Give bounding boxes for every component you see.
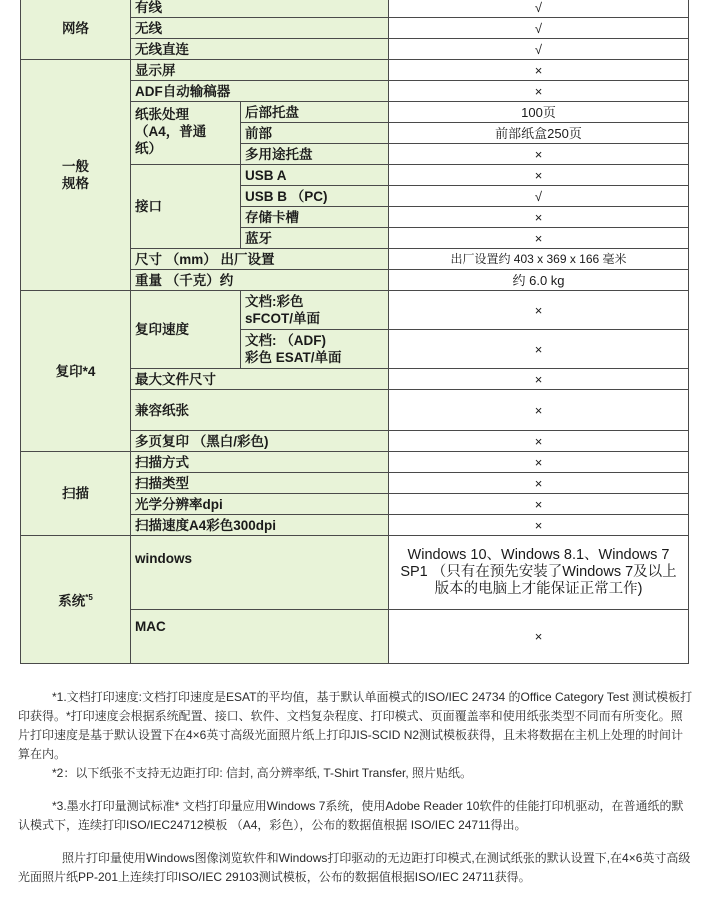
footnote-4: 照片打印量使用Windows图像浏览软件和Windows打印驱动的无边距打印模式,在测试纸张的默认设置下,在4×6英寸高级光面照片纸PP-201上连续打印ISO/IEC 29103测试模板，公布的数据值根据ISO/IEC 24711获得。 (18, 851, 691, 884)
row-label: MAC (131, 610, 389, 664)
row-label: 前部 (241, 123, 389, 144)
row-label: 无线 (131, 18, 389, 39)
paper-label-line2: （A4，普通 (135, 124, 207, 139)
row-value: √ (389, 186, 689, 207)
row-value: × (389, 452, 689, 473)
footnote-3: *3.墨水打印量测试标准* 文档打印量应用Windows 7系统，使用Adobe Reader 10软件的佳能打印机驱动，在普通纸的默认模式下，连续打印ISO/IEC24712模板 （A4，彩色），公布的数据值根据 ISO/IEC 24711得出。 (18, 799, 684, 832)
row-value: √ (389, 18, 689, 39)
row-value: × (389, 330, 689, 369)
spec-table (20, 0, 689, 664)
row-value (389, 536, 689, 610)
system-category-label: 系统 (58, 593, 86, 609)
row-value: 出厂设置约 403 x 369 x 166 毫米 (389, 249, 689, 270)
row-value: × (389, 390, 689, 431)
row-label: 最大文件尺寸 (131, 369, 389, 390)
table-row (21, 291, 689, 330)
copy-speed-mode-line1: 文档: （ADF) (245, 333, 326, 348)
table-row (21, 60, 689, 81)
paper-label-line3: 纸） (135, 141, 162, 156)
footnote-2: *2：以下纸张不支持无边距打印: 信封, 高分辨率纸, T-Shirt Transfer, 照片贴纸。 (52, 766, 473, 780)
row-value: 约 6.0 kg (389, 270, 689, 291)
system-category (21, 536, 131, 664)
copy-speed-mode-line2: sFCOT/单面 (245, 311, 321, 326)
row-label: 后部托盘 (241, 102, 389, 123)
row-value: × (389, 81, 689, 102)
paper-label-line1: 纸张处理 (135, 107, 189, 122)
paper-handling-label (131, 102, 241, 165)
copy-category: 复印*4 (21, 291, 131, 452)
row-label: 蓝牙 (241, 228, 389, 249)
row-label: 多用途托盘 (241, 144, 389, 165)
scan-category: 扫描 (21, 452, 131, 536)
row-value: 100页 (389, 102, 689, 123)
row-label: 扫描速度A4彩色300dpi (131, 515, 389, 536)
row-label: 有线 (131, 0, 389, 18)
row-label (241, 330, 389, 369)
system-footnote-mark: *5 (85, 593, 93, 603)
windows-value-line3: 版本的电脑上才能保证正常工作) (434, 581, 643, 597)
row-label: 多页复印 （黑白/彩色) (131, 431, 389, 452)
copy-speed-mode-line1: 文档:彩色 (245, 294, 304, 309)
row-label: 尺寸 （mm） 出厂设置 (131, 249, 389, 270)
row-value: √ (389, 39, 689, 60)
row-label: 扫描类型 (131, 473, 389, 494)
row-label: 扫描方式 (131, 452, 389, 473)
network-category: 网络 (21, 0, 131, 60)
row-value: × (389, 291, 689, 330)
row-value: × (389, 165, 689, 186)
row-label (241, 291, 389, 330)
row-value: × (389, 494, 689, 515)
row-label: 显示屏 (131, 60, 389, 81)
row-label: 兼容纸张 (131, 390, 389, 431)
footnote-1: *1.文档打印速度:文档打印速度是ESAT的平均值，基于默认单面模式的ISO/IEC 24734 的Office Category Test 测试模板打印获得。*打印速度会根据系统配置、接口、软件、文档复杂程度、打印模式、页面覆盖率和使用纸张类型不同而有所变化。照片打印速度是基于默认设置下在4×6英寸高级光面照片纸上打印JIS-SCID N2测试模板获得，且未将数据在主机上处理的时间计算在内。 (18, 690, 693, 761)
row-value: × (389, 144, 689, 165)
table-row (21, 452, 689, 473)
row-value: × (389, 60, 689, 81)
row-value: 前部纸盒250页 (389, 123, 689, 144)
interface-label: 接口 (131, 165, 241, 249)
row-label: 存储卡槽 (241, 207, 389, 228)
row-label: 光学分辨率dpi (131, 494, 389, 515)
table-row (21, 0, 689, 18)
windows-value-line1: Windows 10、Windows 8.1、Windows 7 (407, 547, 670, 563)
row-value: × (389, 369, 689, 390)
row-value: × (389, 610, 689, 664)
windows-value-line2: SP1 （只有在预先安装了Windows 7及以上 (400, 564, 677, 580)
general-category-line2: 规格 (62, 176, 89, 191)
row-value: × (389, 207, 689, 228)
row-label: 重量 （千克）约 (131, 270, 389, 291)
footnotes (18, 688, 694, 887)
row-value: × (389, 473, 689, 494)
row-label: USB A (241, 165, 389, 186)
row-value: × (389, 431, 689, 452)
row-value: × (389, 515, 689, 536)
table-row (21, 536, 689, 610)
row-label: windows (131, 536, 389, 610)
row-value: √ (389, 0, 689, 18)
row-value: × (389, 228, 689, 249)
general-category (21, 60, 131, 291)
copy-speed-label: 复印速度 (131, 291, 241, 369)
row-label: ADF自动输稿器 (131, 81, 389, 102)
row-label: 无线直连 (131, 39, 389, 60)
row-label: USB B （PC) (241, 186, 389, 207)
copy-speed-mode-line2: 彩色 ESAT/单面 (245, 350, 342, 365)
general-category-line1: 一般 (62, 159, 89, 174)
